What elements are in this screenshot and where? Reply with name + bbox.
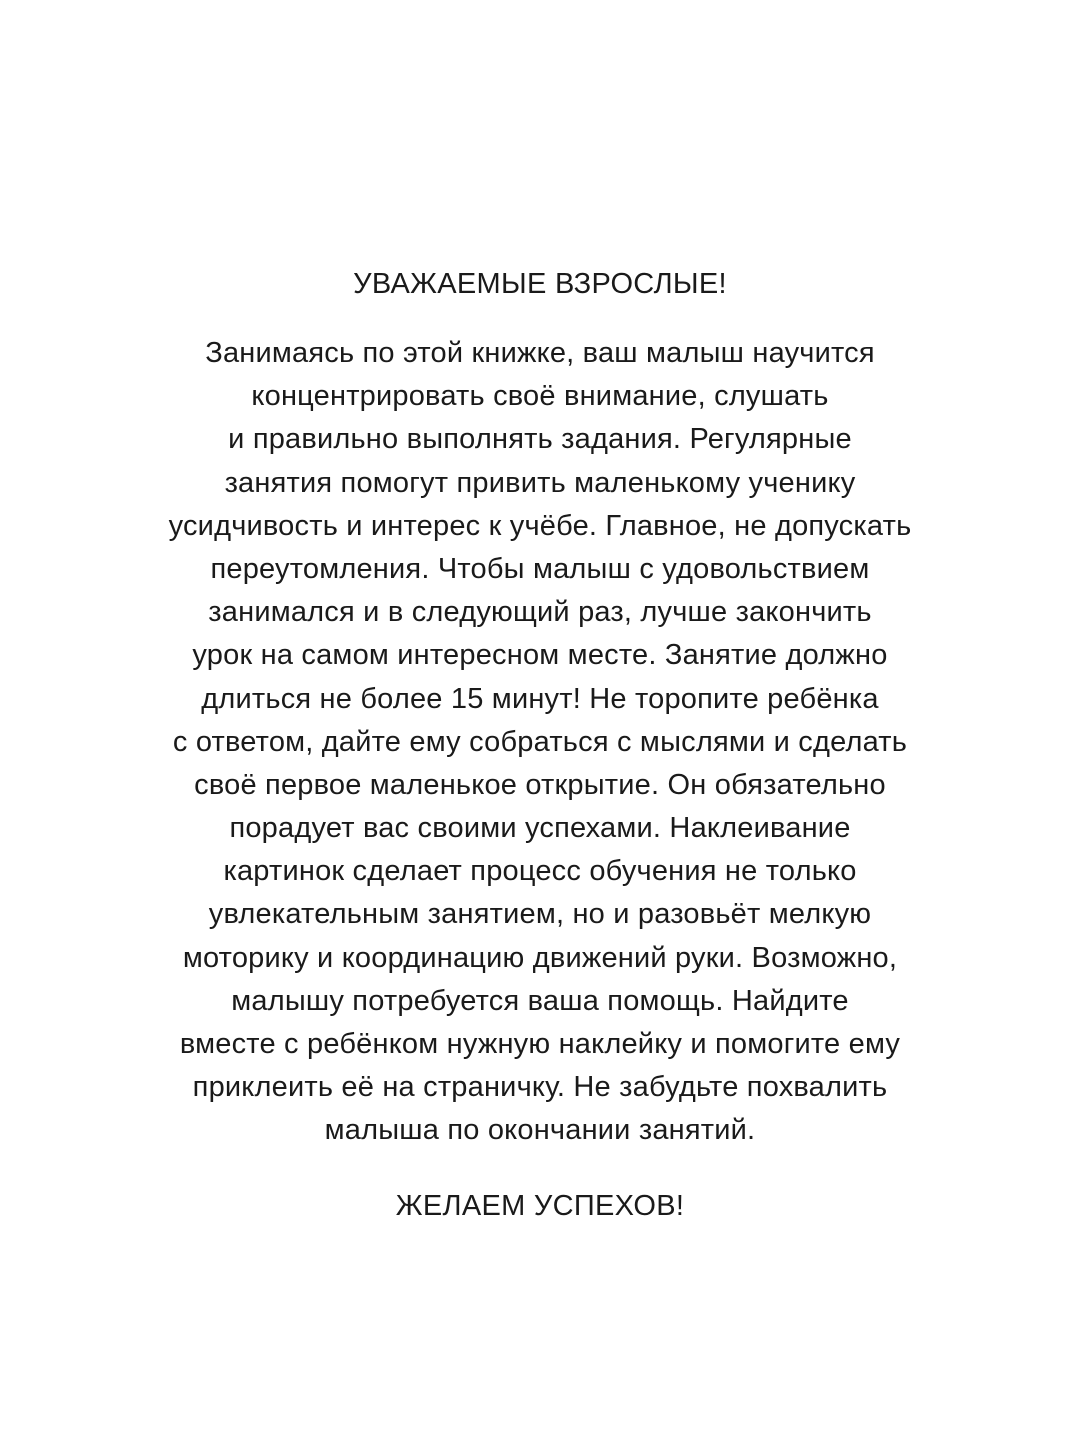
paragraph-line: приклеить её на страничку. Не забудьте похвалить xyxy=(192,1071,888,1104)
paragraph-line: малыша по окончании занятий. xyxy=(324,1114,756,1147)
paragraph-line: длиться не более 15 минут! Не торопите ребёнка xyxy=(201,682,879,715)
page-heading: УВАЖАЕМЫЕ ВЗРОСЛЫЕ! xyxy=(353,268,727,300)
paragraph-line: малышу потребуется ваша помощь. Найдите xyxy=(231,984,849,1017)
paragraph-line: Занимаясь по этой книжке, ваш малыш научится xyxy=(205,337,875,369)
body-paragraph xyxy=(0,332,1080,1153)
paragraph-line: урок на самом интересном месте. Занятие должно xyxy=(192,639,888,672)
paragraph-line: порадует вас своими успехами. Наклеивание xyxy=(229,812,851,845)
paragraph-line: вместе с ребёнком нужную наклейку и помогите ему xyxy=(179,1028,901,1060)
paragraph-line: усидчивость и интерес к учёбе. Главное, не допускать xyxy=(168,509,912,542)
paragraph-line: переутомления. Чтобы малыш с удовольствием xyxy=(210,552,870,585)
closing-heading: ЖЕЛАЕМ УСПЕХОВ! xyxy=(395,1190,685,1222)
paragraph-line: с ответом, дайте ему собраться с мыслями и сделать xyxy=(172,725,908,758)
paragraph-line: своё первое маленькое открытие. Он обязательно xyxy=(194,768,886,801)
paragraph-line: и правильно выполнять задания. Регулярные xyxy=(228,423,852,456)
paragraph-line: увлекательным занятием, но и разовьёт мелкую xyxy=(208,898,872,931)
paragraph-line: картинок сделает процесс обучения не только xyxy=(223,855,857,888)
paragraph-line: моторику и координацию движений руки. Возможно, xyxy=(182,941,898,974)
paragraph-line: занятия помогут привить маленькому ученику xyxy=(224,466,856,499)
paragraph-line: концентрировать своё внимание, слушать xyxy=(251,380,829,413)
paragraph-line: занимался и в следующий раз, лучше закончить xyxy=(208,596,872,629)
